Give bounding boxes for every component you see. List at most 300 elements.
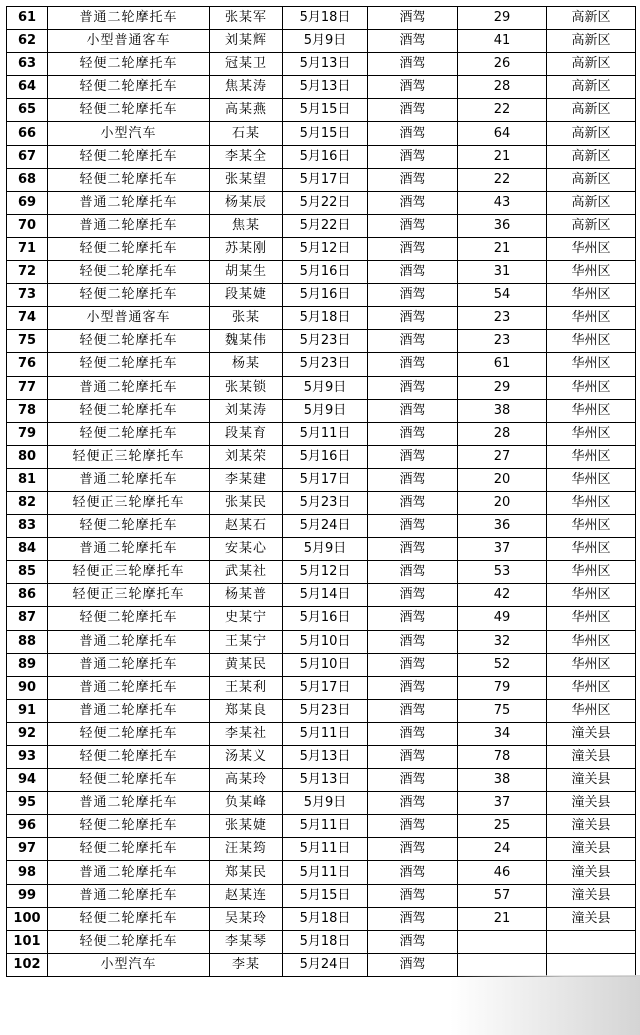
age-cell: 41	[458, 30, 547, 53]
age-cell: 79	[458, 676, 547, 699]
age-cell: 20	[458, 468, 547, 491]
row-number-cell: 95	[7, 792, 48, 815]
age-cell: 21	[458, 145, 547, 168]
vehicle-type-cell: 轻便二轮摩托车	[48, 746, 210, 769]
district-cell: 华州区	[547, 584, 636, 607]
table-row	[7, 884, 636, 907]
driver-name-cell: 刘某辉	[210, 30, 283, 53]
district-cell: 华州区	[547, 538, 636, 561]
driver-name-cell: 高某玲	[210, 769, 283, 792]
row-number-cell: 65	[7, 99, 48, 122]
age-cell: 75	[458, 699, 547, 722]
driver-name-cell: 焦某涛	[210, 76, 283, 99]
date-cell: 5月12日	[283, 237, 368, 260]
violation-cell: 酒驾	[368, 769, 458, 792]
date-cell: 5月10日	[283, 653, 368, 676]
table-row	[7, 699, 636, 722]
vehicle-type-cell: 轻便二轮摩托车	[48, 237, 210, 260]
row-number-cell: 91	[7, 699, 48, 722]
date-cell: 5月11日	[283, 861, 368, 884]
table-row	[7, 7, 636, 30]
table-row	[7, 538, 636, 561]
row-number-cell: 67	[7, 145, 48, 168]
row-number-cell: 79	[7, 422, 48, 445]
vehicle-type-cell: 轻便正三轮摩托车	[48, 561, 210, 584]
district-cell: 高新区	[547, 191, 636, 214]
table-row	[7, 653, 636, 676]
violation-cell: 酒驾	[368, 653, 458, 676]
violation-cell: 酒驾	[368, 930, 458, 953]
district-cell: 潼关县	[547, 746, 636, 769]
driver-name-cell: 杨某辰	[210, 191, 283, 214]
driver-name-cell: 刘某涛	[210, 399, 283, 422]
table-row	[7, 930, 636, 953]
vehicle-type-cell: 普通二轮摩托车	[48, 468, 210, 491]
district-cell: 潼关县	[547, 907, 636, 930]
date-cell: 5月23日	[283, 353, 368, 376]
corner-fade-overlay	[450, 975, 640, 1035]
district-cell: 华州区	[547, 353, 636, 376]
table-body	[7, 7, 636, 977]
date-cell: 5月9日	[283, 399, 368, 422]
row-number-cell: 98	[7, 861, 48, 884]
drunk-driving-table-sheet	[6, 6, 635, 977]
vehicle-type-cell: 轻便正三轮摩托车	[48, 445, 210, 468]
age-cell: 52	[458, 653, 547, 676]
driver-name-cell: 武某社	[210, 561, 283, 584]
violation-cell: 酒驾	[368, 699, 458, 722]
district-cell: 高新区	[547, 7, 636, 30]
violation-cell: 酒驾	[368, 261, 458, 284]
district-cell: 高新区	[547, 122, 636, 145]
violation-cell: 酒驾	[368, 330, 458, 353]
row-number-cell: 102	[7, 953, 48, 976]
date-cell: 5月13日	[283, 769, 368, 792]
vehicle-type-cell: 轻便二轮摩托车	[48, 769, 210, 792]
date-cell: 5月24日	[283, 953, 368, 976]
table-row	[7, 76, 636, 99]
age-cell: 43	[458, 191, 547, 214]
age-cell: 57	[458, 884, 547, 907]
table-row	[7, 792, 636, 815]
driver-name-cell: 王某宁	[210, 630, 283, 653]
age-cell: 22	[458, 99, 547, 122]
violation-cell: 酒驾	[368, 538, 458, 561]
row-number-cell: 97	[7, 838, 48, 861]
violation-cell: 酒驾	[368, 99, 458, 122]
row-number-cell: 77	[7, 376, 48, 399]
violation-cell: 酒驾	[368, 607, 458, 630]
district-cell: 华州区	[547, 653, 636, 676]
violation-cell: 酒驾	[368, 30, 458, 53]
date-cell: 5月16日	[283, 284, 368, 307]
row-number-cell: 66	[7, 122, 48, 145]
table-row	[7, 722, 636, 745]
vehicle-type-cell: 轻便正三轮摩托车	[48, 584, 210, 607]
vehicle-type-cell: 普通二轮摩托车	[48, 884, 210, 907]
violation-cell: 酒驾	[368, 145, 458, 168]
table-row	[7, 769, 636, 792]
driver-name-cell: 李某琴	[210, 930, 283, 953]
date-cell: 5月14日	[283, 584, 368, 607]
table-row	[7, 838, 636, 861]
driver-name-cell: 黄某民	[210, 653, 283, 676]
violation-cell: 酒驾	[368, 445, 458, 468]
violation-cell: 酒驾	[368, 307, 458, 330]
district-cell	[547, 930, 636, 953]
violation-cell: 酒驾	[368, 907, 458, 930]
driver-name-cell: 魏某伟	[210, 330, 283, 353]
vehicle-type-cell: 轻便二轮摩托车	[48, 722, 210, 745]
row-number-cell: 101	[7, 930, 48, 953]
row-number-cell: 75	[7, 330, 48, 353]
age-cell: 31	[458, 261, 547, 284]
vehicle-type-cell: 小型普通客车	[48, 307, 210, 330]
date-cell: 5月12日	[283, 561, 368, 584]
vehicle-type-cell: 普通二轮摩托车	[48, 376, 210, 399]
table-row	[7, 191, 636, 214]
vehicle-type-cell: 轻便二轮摩托车	[48, 815, 210, 838]
vehicle-type-cell: 普通二轮摩托车	[48, 630, 210, 653]
violation-cell: 酒驾	[368, 122, 458, 145]
violation-cell: 酒驾	[368, 561, 458, 584]
driver-name-cell: 杨某	[210, 353, 283, 376]
row-number-cell: 88	[7, 630, 48, 653]
date-cell: 5月15日	[283, 884, 368, 907]
violation-cell: 酒驾	[368, 491, 458, 514]
age-cell: 49	[458, 607, 547, 630]
district-cell: 高新区	[547, 30, 636, 53]
district-cell: 潼关县	[547, 722, 636, 745]
date-cell: 5月13日	[283, 746, 368, 769]
table-row	[7, 168, 636, 191]
age-cell: 24	[458, 838, 547, 861]
violation-cell: 酒驾	[368, 953, 458, 976]
date-cell: 5月11日	[283, 722, 368, 745]
vehicle-type-cell: 轻便二轮摩托车	[48, 515, 210, 538]
date-cell: 5月13日	[283, 53, 368, 76]
table-row	[7, 468, 636, 491]
row-number-cell: 94	[7, 769, 48, 792]
row-number-cell: 83	[7, 515, 48, 538]
vehicle-type-cell: 普通二轮摩托车	[48, 214, 210, 237]
driver-name-cell: 王某利	[210, 676, 283, 699]
row-number-cell: 92	[7, 722, 48, 745]
date-cell: 5月15日	[283, 99, 368, 122]
violation-cell: 酒驾	[368, 584, 458, 607]
district-cell: 高新区	[547, 145, 636, 168]
violation-cell: 酒驾	[368, 376, 458, 399]
violation-cell: 酒驾	[368, 884, 458, 907]
table-row	[7, 353, 636, 376]
district-cell: 华州区	[547, 445, 636, 468]
row-number-cell: 87	[7, 607, 48, 630]
date-cell: 5月16日	[283, 261, 368, 284]
driver-name-cell: 吴某玲	[210, 907, 283, 930]
vehicle-type-cell: 普通二轮摩托车	[48, 538, 210, 561]
violation-cell: 酒驾	[368, 792, 458, 815]
driver-name-cell: 张某婕	[210, 815, 283, 838]
table-row	[7, 907, 636, 930]
table-row	[7, 445, 636, 468]
vehicle-type-cell: 轻便二轮摩托车	[48, 607, 210, 630]
vehicle-type-cell: 轻便二轮摩托车	[48, 399, 210, 422]
age-cell: 22	[458, 168, 547, 191]
vehicle-type-cell: 轻便二轮摩托车	[48, 422, 210, 445]
age-cell: 20	[458, 491, 547, 514]
driver-name-cell: 冠某卫	[210, 53, 283, 76]
driver-name-cell: 安某心	[210, 538, 283, 561]
violation-cell: 酒驾	[368, 468, 458, 491]
row-number-cell: 63	[7, 53, 48, 76]
district-cell: 潼关县	[547, 769, 636, 792]
violation-cell: 酒驾	[368, 815, 458, 838]
age-cell: 29	[458, 376, 547, 399]
age-cell: 36	[458, 515, 547, 538]
row-number-cell: 69	[7, 191, 48, 214]
driver-name-cell: 焦某	[210, 214, 283, 237]
vehicle-type-cell: 轻便二轮摩托车	[48, 261, 210, 284]
date-cell: 5月22日	[283, 191, 368, 214]
row-number-cell: 74	[7, 307, 48, 330]
vehicle-type-cell: 普通二轮摩托车	[48, 699, 210, 722]
driver-name-cell: 张某望	[210, 168, 283, 191]
violation-cell: 酒驾	[368, 168, 458, 191]
table-row	[7, 307, 636, 330]
driver-name-cell: 郑某民	[210, 861, 283, 884]
district-cell: 华州区	[547, 237, 636, 260]
table-row	[7, 607, 636, 630]
table-row	[7, 746, 636, 769]
age-cell: 61	[458, 353, 547, 376]
row-number-cell: 61	[7, 7, 48, 30]
date-cell: 5月16日	[283, 445, 368, 468]
date-cell: 5月18日	[283, 307, 368, 330]
driver-name-cell: 李某全	[210, 145, 283, 168]
row-number-cell: 99	[7, 884, 48, 907]
vehicle-type-cell: 轻便二轮摩托车	[48, 99, 210, 122]
table-row	[7, 214, 636, 237]
date-cell: 5月9日	[283, 538, 368, 561]
date-cell: 5月9日	[283, 30, 368, 53]
vehicle-type-cell: 普通二轮摩托车	[48, 191, 210, 214]
district-cell: 潼关县	[547, 861, 636, 884]
violation-cell: 酒驾	[368, 722, 458, 745]
age-cell: 36	[458, 214, 547, 237]
vehicle-type-cell: 轻便二轮摩托车	[48, 53, 210, 76]
driver-name-cell: 苏某刚	[210, 237, 283, 260]
row-number-cell: 89	[7, 653, 48, 676]
date-cell: 5月23日	[283, 330, 368, 353]
district-cell: 华州区	[547, 491, 636, 514]
vehicle-type-cell: 轻便正三轮摩托车	[48, 491, 210, 514]
age-cell: 64	[458, 122, 547, 145]
date-cell: 5月16日	[283, 607, 368, 630]
date-cell: 5月18日	[283, 7, 368, 30]
date-cell: 5月18日	[283, 907, 368, 930]
row-number-cell: 90	[7, 676, 48, 699]
table-row	[7, 953, 636, 976]
row-number-cell: 62	[7, 30, 48, 53]
vehicle-type-cell: 轻便二轮摩托车	[48, 930, 210, 953]
violation-cell: 酒驾	[368, 861, 458, 884]
vehicle-type-cell: 轻便二轮摩托车	[48, 330, 210, 353]
date-cell: 5月16日	[283, 145, 368, 168]
violation-cell: 酒驾	[368, 838, 458, 861]
date-cell: 5月13日	[283, 76, 368, 99]
date-cell: 5月18日	[283, 930, 368, 953]
driver-name-cell: 李某社	[210, 722, 283, 745]
age-cell: 21	[458, 907, 547, 930]
vehicle-type-cell: 轻便二轮摩托车	[48, 838, 210, 861]
age-cell: 29	[458, 7, 547, 30]
row-number-cell: 93	[7, 746, 48, 769]
age-cell: 28	[458, 76, 547, 99]
age-cell: 37	[458, 538, 547, 561]
date-cell: 5月22日	[283, 214, 368, 237]
vehicle-type-cell: 轻便二轮摩托车	[48, 353, 210, 376]
driver-name-cell: 赵某石	[210, 515, 283, 538]
date-cell: 5月11日	[283, 422, 368, 445]
age-cell: 32	[458, 630, 547, 653]
date-cell: 5月23日	[283, 699, 368, 722]
row-number-cell: 85	[7, 561, 48, 584]
row-number-cell: 100	[7, 907, 48, 930]
date-cell: 5月15日	[283, 122, 368, 145]
vehicle-type-cell: 轻便二轮摩托车	[48, 284, 210, 307]
age-cell: 46	[458, 861, 547, 884]
age-cell: 54	[458, 284, 547, 307]
row-number-cell: 76	[7, 353, 48, 376]
district-cell: 华州区	[547, 561, 636, 584]
district-cell: 华州区	[547, 399, 636, 422]
vehicle-type-cell: 普通二轮摩托车	[48, 7, 210, 30]
table-row	[7, 630, 636, 653]
violation-cell: 酒驾	[368, 676, 458, 699]
driver-name-cell: 负某峰	[210, 792, 283, 815]
violation-cell: 酒驾	[368, 353, 458, 376]
date-cell: 5月10日	[283, 630, 368, 653]
violation-cell: 酒驾	[368, 515, 458, 538]
table-row	[7, 145, 636, 168]
table-row	[7, 376, 636, 399]
driver-name-cell: 张某锁	[210, 376, 283, 399]
row-number-cell: 86	[7, 584, 48, 607]
district-cell: 华州区	[547, 284, 636, 307]
table-row	[7, 261, 636, 284]
date-cell: 5月17日	[283, 676, 368, 699]
row-number-cell: 72	[7, 261, 48, 284]
age-cell: 53	[458, 561, 547, 584]
district-cell: 华州区	[547, 261, 636, 284]
table-row	[7, 284, 636, 307]
driver-name-cell: 石某	[210, 122, 283, 145]
driver-name-cell: 高某燕	[210, 99, 283, 122]
violation-cell: 酒驾	[368, 7, 458, 30]
age-cell: 38	[458, 769, 547, 792]
offender-list-table	[6, 6, 636, 977]
driver-name-cell: 段某婕	[210, 284, 283, 307]
row-number-cell: 81	[7, 468, 48, 491]
driver-name-cell: 杨某普	[210, 584, 283, 607]
vehicle-type-cell: 小型普通客车	[48, 30, 210, 53]
district-cell: 高新区	[547, 53, 636, 76]
table-row	[7, 99, 636, 122]
row-number-cell: 70	[7, 214, 48, 237]
violation-cell: 酒驾	[368, 237, 458, 260]
age-cell	[458, 930, 547, 953]
district-cell: 高新区	[547, 168, 636, 191]
district-cell: 高新区	[547, 99, 636, 122]
driver-name-cell: 胡某生	[210, 261, 283, 284]
driver-name-cell: 史某宁	[210, 607, 283, 630]
violation-cell: 酒驾	[368, 53, 458, 76]
row-number-cell: 64	[7, 76, 48, 99]
driver-name-cell: 汪某筠	[210, 838, 283, 861]
district-cell: 高新区	[547, 214, 636, 237]
district-cell: 华州区	[547, 422, 636, 445]
date-cell: 5月17日	[283, 468, 368, 491]
age-cell: 21	[458, 237, 547, 260]
table-row	[7, 561, 636, 584]
driver-name-cell: 赵某连	[210, 884, 283, 907]
date-cell: 5月9日	[283, 376, 368, 399]
age-cell: 26	[458, 53, 547, 76]
date-cell: 5月9日	[283, 792, 368, 815]
district-cell: 潼关县	[547, 792, 636, 815]
table-row	[7, 399, 636, 422]
district-cell: 华州区	[547, 699, 636, 722]
violation-cell: 酒驾	[368, 214, 458, 237]
district-cell: 华州区	[547, 515, 636, 538]
driver-name-cell: 郑某良	[210, 699, 283, 722]
violation-cell: 酒驾	[368, 191, 458, 214]
driver-name-cell: 张某	[210, 307, 283, 330]
district-cell: 华州区	[547, 307, 636, 330]
district-cell: 潼关县	[547, 838, 636, 861]
driver-name-cell: 汤某义	[210, 746, 283, 769]
row-number-cell: 96	[7, 815, 48, 838]
vehicle-type-cell: 普通二轮摩托车	[48, 653, 210, 676]
vehicle-type-cell: 普通二轮摩托车	[48, 676, 210, 699]
date-cell: 5月11日	[283, 815, 368, 838]
age-cell: 27	[458, 445, 547, 468]
row-number-cell: 80	[7, 445, 48, 468]
age-cell: 23	[458, 307, 547, 330]
table-row	[7, 861, 636, 884]
district-cell: 华州区	[547, 676, 636, 699]
district-cell: 华州区	[547, 376, 636, 399]
age-cell: 28	[458, 422, 547, 445]
table-row	[7, 30, 636, 53]
driver-name-cell: 李某	[210, 953, 283, 976]
table-row	[7, 122, 636, 145]
date-cell: 5月11日	[283, 838, 368, 861]
vehicle-type-cell: 小型汽车	[48, 953, 210, 976]
district-cell	[547, 953, 636, 976]
table-row	[7, 491, 636, 514]
table-row	[7, 330, 636, 353]
vehicle-type-cell: 小型汽车	[48, 122, 210, 145]
table-row	[7, 53, 636, 76]
district-cell: 潼关县	[547, 884, 636, 907]
vehicle-type-cell: 普通二轮摩托车	[48, 792, 210, 815]
violation-cell: 酒驾	[368, 76, 458, 99]
district-cell: 华州区	[547, 607, 636, 630]
age-cell: 34	[458, 722, 547, 745]
age-cell	[458, 953, 547, 976]
district-cell: 高新区	[547, 76, 636, 99]
